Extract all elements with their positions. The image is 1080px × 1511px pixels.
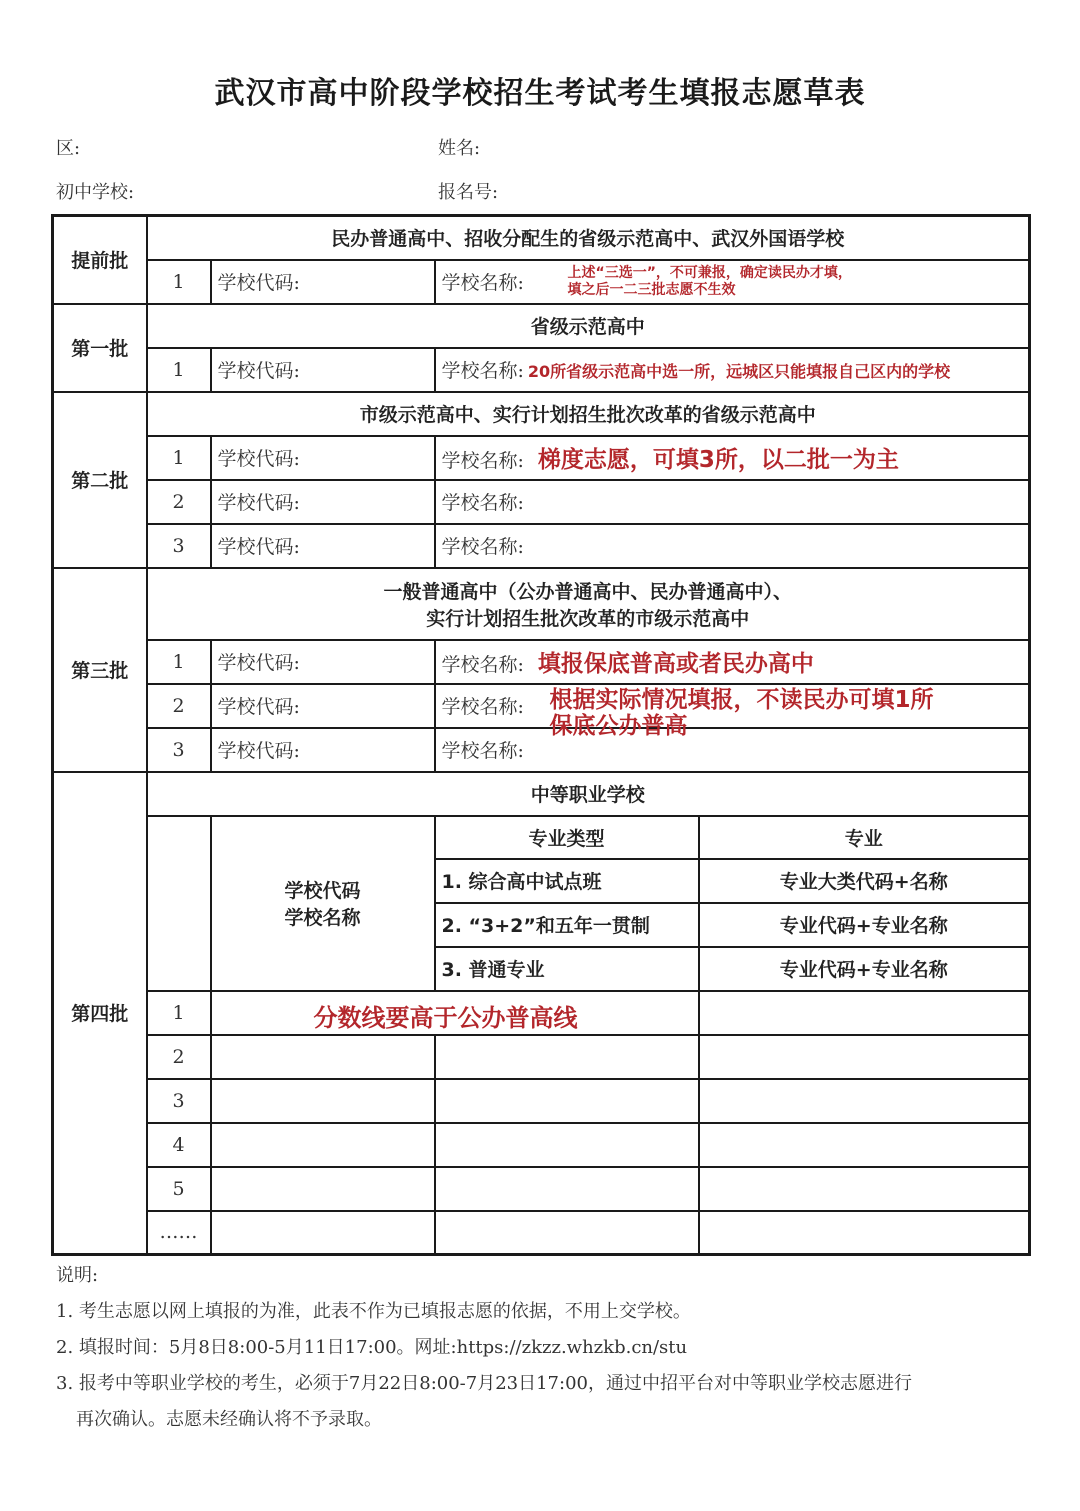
batch1-header: 省级示范高中	[147, 304, 1030, 348]
school-entry-field[interactable]	[211, 1167, 435, 1211]
major-type-entry-field[interactable]	[435, 1123, 699, 1167]
early-batch-row	[53, 260, 1030, 304]
batch2-row	[53, 480, 1030, 524]
early-batch-note-line2: 填之后一二三批志愿不生效	[567, 281, 736, 298]
major-type-option: 2. “3+2”和五年一贯制	[435, 903, 699, 947]
batch2-row	[53, 436, 1030, 480]
school-code-field[interactable]: 学校代码:	[211, 728, 435, 772]
name-label: 姓名:	[438, 138, 481, 159]
school-name-label: 学校名称:	[441, 360, 524, 382]
row-number: 2	[147, 1035, 211, 1079]
major-format: 专业代码+专业名称	[699, 947, 1030, 991]
school-name-label: 学校名称:	[441, 696, 524, 718]
batch3-row	[53, 640, 1030, 684]
major-entry-field[interactable]	[699, 1123, 1030, 1167]
school-code-field[interactable]: 学校代码:	[211, 640, 435, 684]
batch4-row	[53, 1211, 1030, 1255]
school-code-name-header	[211, 816, 435, 991]
row-number: 1	[147, 991, 211, 1035]
row-number: 1	[147, 436, 211, 480]
row-number: ……	[147, 1211, 211, 1255]
row-number: 4	[147, 1123, 211, 1167]
notes-section	[56, 1258, 912, 1438]
school-entry-field[interactable]	[211, 991, 699, 1035]
major-header: 专业	[699, 816, 1030, 859]
school-code-field[interactable]: 学校代码:	[211, 524, 435, 568]
early-batch-label: 提前批	[53, 216, 147, 304]
major-type-header: 专业类型	[435, 816, 699, 859]
major-type-entry-field[interactable]	[435, 1035, 699, 1079]
batch3-note2-line1: 根据实际情况填报，不读民办可填1所	[549, 686, 934, 713]
major-type-option: 1. 综合高中试点班	[435, 859, 699, 903]
major-entry-field[interactable]	[699, 1079, 1030, 1123]
school-code-field[interactable]: 学校代码:	[211, 436, 435, 480]
school-name-label: 学校名称:	[441, 450, 524, 472]
school-name-field[interactable]: 学校名称:	[435, 524, 1030, 568]
registration-number-label: 报名号:	[438, 182, 499, 203]
major-format: 专业大类代码+名称	[699, 859, 1030, 903]
notes-title: 说明:	[56, 1265, 99, 1286]
batch1-header-row	[53, 304, 1030, 348]
school-name-field[interactable]	[435, 684, 1030, 739]
school-name-field[interactable]: 学校名称:	[435, 480, 1030, 524]
batch1-note: 20所省级示范高中选一所，远城区只能填报自己区内的学校	[527, 362, 951, 381]
batch4-subheader-row	[53, 816, 1030, 859]
batch4-header: 中等职业学校	[147, 772, 1030, 816]
major-type-option: 3. 普通专业	[435, 947, 699, 991]
note-item: 1. 考生志愿以网上填报的为准，此表不作为已填报志愿的依据，不用上交学校。	[56, 1301, 691, 1322]
row-number: 2	[147, 684, 211, 728]
school-code-header: 学校代码	[284, 880, 361, 902]
batch2-label: 第二批	[53, 392, 147, 568]
early-batch-note-line1: 上述“三选一”，不可兼报，确定读民办才填，	[567, 264, 852, 281]
school-code-field[interactable]: 学校代码:	[211, 684, 435, 728]
batch1-label: 第一批	[53, 304, 147, 392]
batch2-header-row	[53, 392, 1030, 436]
row-number: 5	[147, 1167, 211, 1211]
batch4-row	[53, 1123, 1030, 1167]
row-number: 3	[147, 728, 211, 772]
early-batch-note	[568, 265, 852, 299]
batch4-note: 分数线要高于公办普高线	[313, 1003, 578, 1032]
row-number: 3	[147, 1079, 211, 1123]
page-title: 武汉市高中阶段学校招生考试考生填报志愿草表	[214, 76, 866, 111]
school-name-field[interactable]	[435, 260, 1030, 304]
batch1-row	[53, 348, 1030, 392]
major-entry-field[interactable]	[699, 1167, 1030, 1211]
batch3-header-line2: 实行计划招生批次改革的市级示范高中	[426, 607, 750, 630]
batch2-header: 市级示范高中、实行计划招生批次改革的省级示范高中	[147, 392, 1030, 436]
batch4-row	[53, 1167, 1030, 1211]
early-batch-header: 民办普通高中、招收分配生的省级示范高中、武汉外国语学校	[147, 216, 1030, 260]
application-form-table	[51, 214, 1031, 1256]
blank-cell	[147, 816, 211, 991]
school-name-field[interactable]	[435, 348, 1030, 392]
note-item: 再次确认。志愿未经确认将不予录取。	[76, 1409, 382, 1430]
major-format: 专业代码+专业名称	[699, 903, 1030, 947]
batch3-label: 第三批	[53, 568, 147, 772]
district-label: 区:	[56, 138, 81, 159]
school-name-field[interactable]	[435, 640, 1030, 684]
note-item: 3. 报考中等职业学校的考生，必须于7月22日8:00-7月23日17:00，通过中招平台对中等职业学校志愿进行	[56, 1373, 912, 1394]
batch4-header-row	[53, 772, 1030, 816]
major-type-entry-field[interactable]	[435, 1079, 699, 1123]
school-name-label: 学校名称:	[441, 272, 524, 294]
major-entry-field[interactable]	[699, 1211, 1030, 1255]
batch3-header	[147, 568, 1030, 640]
batch2-note: 梯度志愿，可填3所，以二批一为主	[537, 447, 899, 473]
batch3-note2	[550, 687, 934, 739]
school-entry-field[interactable]	[211, 1079, 435, 1123]
school-name-label: 学校名称:	[441, 654, 524, 676]
school-code-field[interactable]: 学校代码:	[211, 260, 435, 304]
major-entry-field[interactable]	[699, 1035, 1030, 1079]
school-code-field[interactable]: 学校代码:	[211, 480, 435, 524]
note-item: 2. 填报时间：5月8日8:00-5月11日17:00。网址:https://zkzz.whzkb.cn/stu	[56, 1337, 688, 1358]
major-type-entry-field[interactable]	[435, 1211, 699, 1255]
batch4-row	[53, 991, 1030, 1035]
batch2-row	[53, 524, 1030, 568]
school-entry-field[interactable]	[211, 1123, 435, 1167]
school-name-field[interactable]	[435, 436, 1030, 480]
batch4-label: 第四批	[53, 772, 147, 1255]
major-entry-field[interactable]	[699, 991, 1030, 1035]
batch3-row	[53, 684, 1030, 728]
school-entry-field[interactable]	[211, 1035, 435, 1079]
school-entry-field[interactable]	[211, 1211, 435, 1255]
row-number: 1	[147, 260, 211, 304]
batch3-note2-line2: 保底公办普高	[549, 712, 688, 739]
school-code-field[interactable]: 学校代码:	[211, 348, 435, 392]
major-type-entry-field[interactable]	[435, 1167, 699, 1211]
school-name-header: 学校名称	[284, 907, 361, 929]
row-number: 2	[147, 480, 211, 524]
early-batch-header-row	[53, 216, 1030, 260]
junior-school-label: 初中学校:	[56, 182, 135, 203]
batch4-row	[53, 1035, 1030, 1079]
row-number: 1	[147, 348, 211, 392]
row-number: 3	[147, 524, 211, 568]
batch4-row	[53, 1079, 1030, 1123]
batch3-header-row	[53, 568, 1030, 640]
batch3-header-line1: 一般普通高中（公办普通高中、民办普通高中）、	[383, 580, 793, 603]
row-number: 1	[147, 640, 211, 684]
batch3-note1: 填报保底普高或者民办高中	[537, 651, 814, 677]
school-name-field[interactable]: 学校名称:	[435, 728, 1030, 772]
